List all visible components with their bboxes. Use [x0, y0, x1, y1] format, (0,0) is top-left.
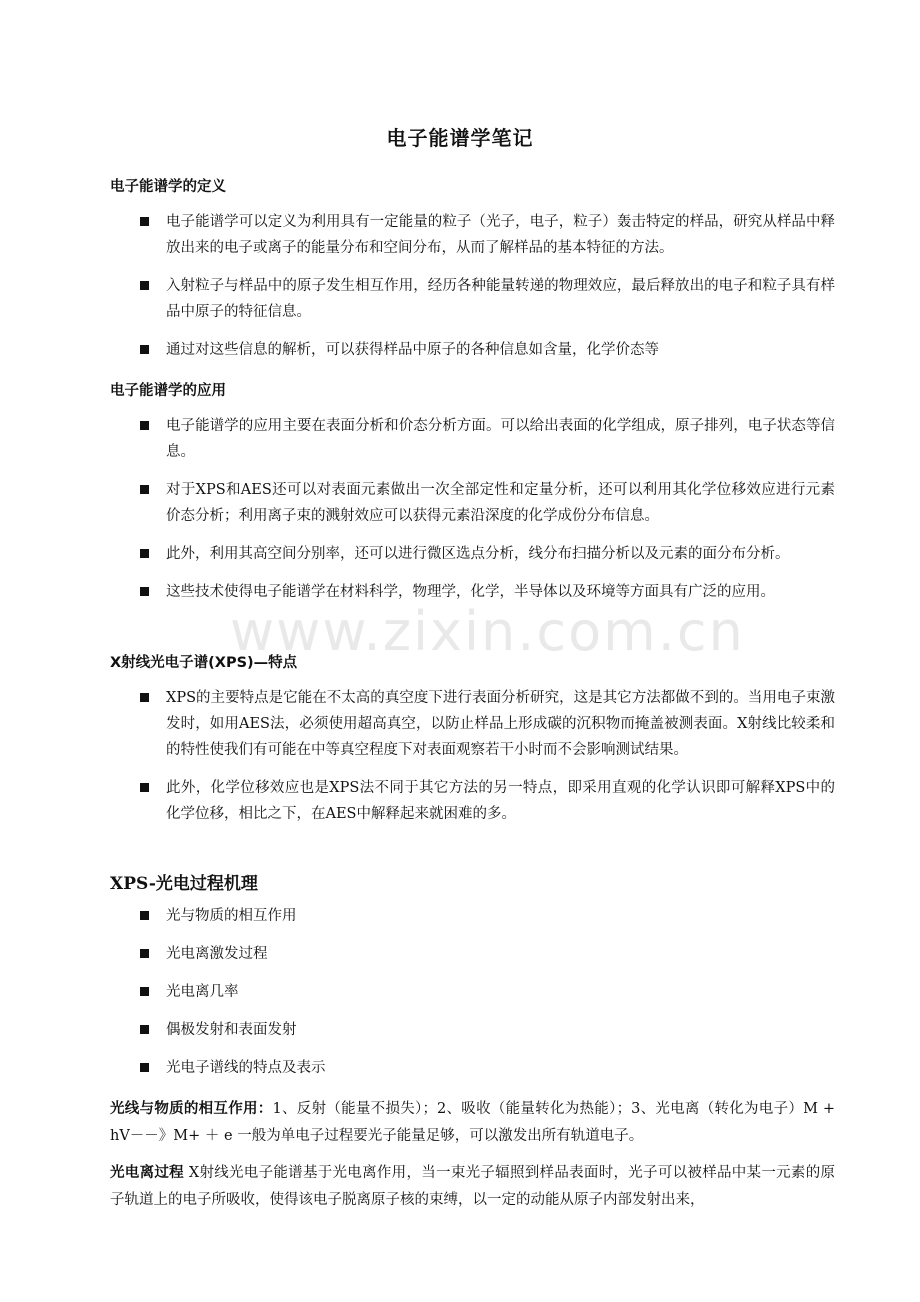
section-heading-xps-mechanism: XPS-光电过程机理 — [110, 874, 258, 894]
list-item: 通过对这些信息的解析，可以获得样品中原子的各种信息如含量，化学价态等 — [140, 337, 835, 363]
square-bullet-icon — [140, 1025, 149, 1034]
square-bullet-icon — [140, 949, 149, 958]
list-item: 偶极发射和表面发射 — [140, 1017, 835, 1043]
page-title: 电子能谱学笔记 — [386, 126, 534, 150]
list-item: 对于XPS和AES还可以对表面元素做出一次全部定性和定量分析，还可以利用其化学位移效应进行元素价态分析；利用离子束的溅射效应可以获得元素沿深度的化学成份分布信息。 — [140, 477, 835, 529]
list-application — [140, 413, 835, 605]
square-bullet-icon — [140, 783, 149, 792]
list-item: 入射粒子与样品中的原子发生相互作用，经历各种能量转递的物理效应，最后释放出的电子和粒子具有样品中原子的特征信息。 — [140, 273, 835, 325]
list-item: 此外，化学位移效应也是XPS法不同于其它方法的另一特点，即采用直观的化学认识即可解释XPS中的化学位移，相比之下，在AES中解释起来就困难的多。 — [140, 775, 835, 827]
square-bullet-icon — [140, 421, 149, 430]
list-xps-mechanism — [140, 903, 835, 1081]
list-xps-features — [140, 685, 835, 827]
list-item: 此外，利用其高空间分别率，还可以进行微区选点分析，线分布扫描分析以及元素的面分布分析。 — [140, 541, 835, 567]
square-bullet-icon — [140, 987, 149, 996]
square-bullet-icon — [140, 485, 149, 494]
paragraph-lead: 光电离过程 — [110, 1165, 184, 1181]
square-bullet-icon — [140, 217, 149, 226]
paragraph-photoionization — [110, 1160, 835, 1214]
watermark: www.zixin.com.cn — [230, 600, 745, 663]
square-bullet-icon — [140, 587, 149, 596]
list-item: 光电离几率 — [140, 979, 835, 1005]
square-bullet-icon — [140, 1063, 149, 1072]
section-heading-application: 电子能谱学的应用 — [110, 383, 226, 399]
square-bullet-icon — [140, 345, 149, 354]
section-heading-xps-features: X射线光电子谱(XPS)—特点 — [110, 655, 298, 671]
list-item: 电子能谱学可以定义为利用具有一定能量的粒子（光子，电子，粒子）轰击特定的样品，研究从样品中释放出来的电子或离子的能量分布和空间分布，从而了解样品的基本特征的方法。 — [140, 209, 835, 261]
paragraph-lead: 光线与物质的相互作用： — [110, 1101, 273, 1117]
list-item: 光与物质的相互作用 — [140, 903, 835, 929]
square-bullet-icon — [140, 281, 149, 290]
paragraph-text: X射线光电子能谱基于光电离作用，当一束光子辐照到样品表面时，光子可以被样品中某一元素的原子轨道上的电子所吸收，使得该电子脱离原子核的束缚，以一定的动能从原子内部发射出来， — [110, 1165, 835, 1208]
square-bullet-icon — [140, 549, 149, 558]
paragraph-text: 1、反射（能量不损失）；2、吸收（能量转化为热能）；3、光电离（转化为电子）M + hV－－》M+ ＋ e 一般为单电子过程要光子能量足够，可以激发出所有轨道电子。 — [110, 1101, 835, 1144]
list-item: 光电离激发过程 — [140, 941, 835, 967]
list-item: 这些技术使得电子能谱学在材料科学，物理学，化学，半导体以及环境等方面具有广泛的应用。 — [140, 579, 835, 605]
square-bullet-icon — [140, 911, 149, 920]
list-item: XPS的主要特点是它能在不太高的真空度下进行表面分析研究，这是其它方法都做不到的。当用电子束激发时，如用AES法，必须使用超高真空，以防止样品上形成碳的沉积物而掩盖被测表面。X射线比较柔和的特性使我们有可能在中等真空程度下对表面观察若干小时而不会影响测试结果。 — [140, 685, 835, 763]
list-item: 光电子谱线的特点及表示 — [140, 1055, 835, 1081]
list-definition — [140, 209, 835, 363]
list-item: 电子能谱学的应用主要在表面分析和价态分析方面。可以给出表面的化学组成，原子排列，电子状态等信息。 — [140, 413, 835, 465]
square-bullet-icon — [140, 693, 149, 702]
paragraph-light-matter — [110, 1096, 835, 1150]
section-heading-definition: 电子能谱学的定义 — [110, 179, 226, 195]
